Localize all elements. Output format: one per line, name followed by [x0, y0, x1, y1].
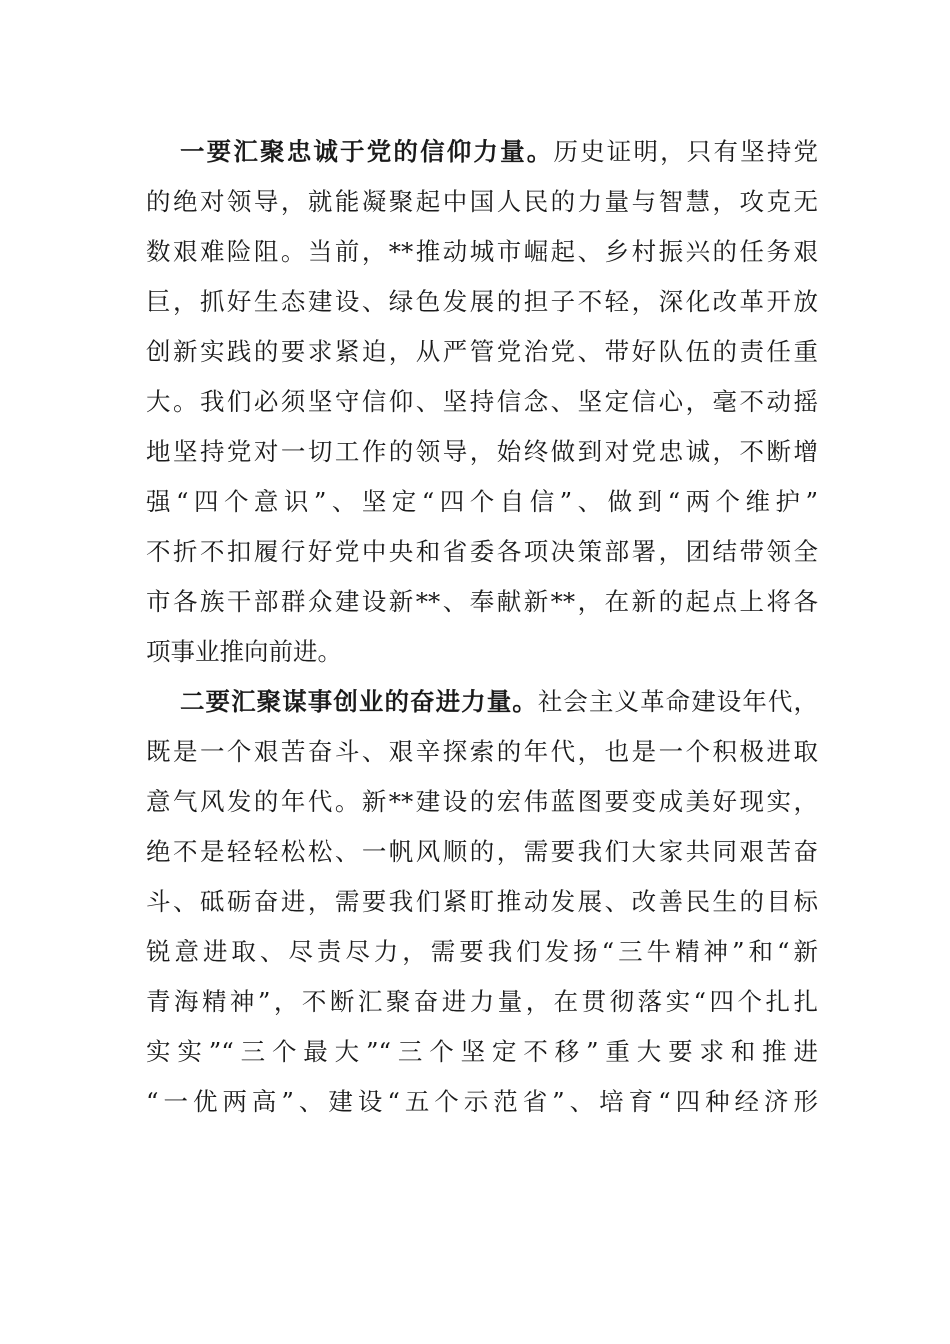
paragraph-1-line-6: 大。我们必须坚守信仰、坚持信念、坚定信心，毫不动摇: [146, 387, 818, 416]
paragraph-1-line-5: 创新实践的要求紧迫，从严管党治党、带好队伍的责任重: [146, 337, 818, 366]
paragraph-2-line-7: 青海精神”，不断汇聚奋进力量，在贯彻落实“四个扎扎: [146, 987, 818, 1016]
paragraph-1-line-3: 数艰难险阻。当前，**推动城市崛起、乡村振兴的任务艰: [146, 237, 818, 266]
paragraph-1-line-9: 不折不扣履行好党中央和省委各项决策部署，团结带领全: [146, 537, 818, 566]
paragraph-2-text: 社会主义革命建设年代，: [537, 687, 818, 716]
paragraph-2-line-2: 既是一个艰苦奋斗、艰辛探索的年代，也是一个积极进取: [146, 737, 818, 766]
paragraph-1-line-4: 巨，抓好生态建设、绿色发展的担子不轻，深化改革开放: [146, 287, 818, 316]
paragraph-1-line-8: 强“四个意识”、坚定“四个自信”、做到“两个维护”: [146, 487, 818, 516]
paragraph-2-line-3: 意气风发的年代。新**建设的宏伟蓝图要变成美好现实，: [146, 787, 818, 816]
paragraph-2-line-6: 锐意进取、尽责尽力，需要我们发扬“三牛精神”和“新: [146, 937, 818, 966]
paragraph-2-line-1: [146, 677, 818, 727]
document-body: [146, 127, 818, 1127]
paragraph-1-line-11: 项事业推向前进。: [146, 637, 342, 666]
paragraph-2: [146, 677, 818, 1127]
paragraph-2-heading: 二要汇聚谋事创业的奋进力量。: [180, 687, 538, 716]
paragraph-1-line-2: 的绝对领导，就能凝聚起中国人民的力量与智慧，攻克无: [146, 187, 818, 216]
paragraph-1-line-10: 市各族干部群众建设新**、奉献新**，在新的起点上将各: [146, 587, 818, 616]
paragraph-2-line-5: 斗、砥砺奋进，需要我们紧盯推动发展、改善民生的目标: [146, 887, 818, 916]
paragraph-1-line-1: [146, 127, 818, 177]
paragraph-1: [146, 127, 818, 677]
paragraph-2-line-9: “一优两高”、建设“五个示范省”、培育“四种经济形: [146, 1087, 818, 1116]
paragraph-2-line-8: 实实”“三个最大”“三个坚定不移”重大要求和推进: [146, 1037, 818, 1066]
paragraph-2-line-4: 绝不是轻轻松松、一帆风顺的，需要我们大家共同艰苦奋: [146, 837, 818, 866]
paragraph-1-text: 历史证明，只有坚持党: [553, 137, 819, 166]
paragraph-1-line-7: 地坚持党对一切工作的领导，始终做到对党忠诚，不断增: [146, 437, 818, 466]
paragraph-1-heading: 一要汇聚忠诚于党的信仰力量。: [180, 137, 554, 166]
